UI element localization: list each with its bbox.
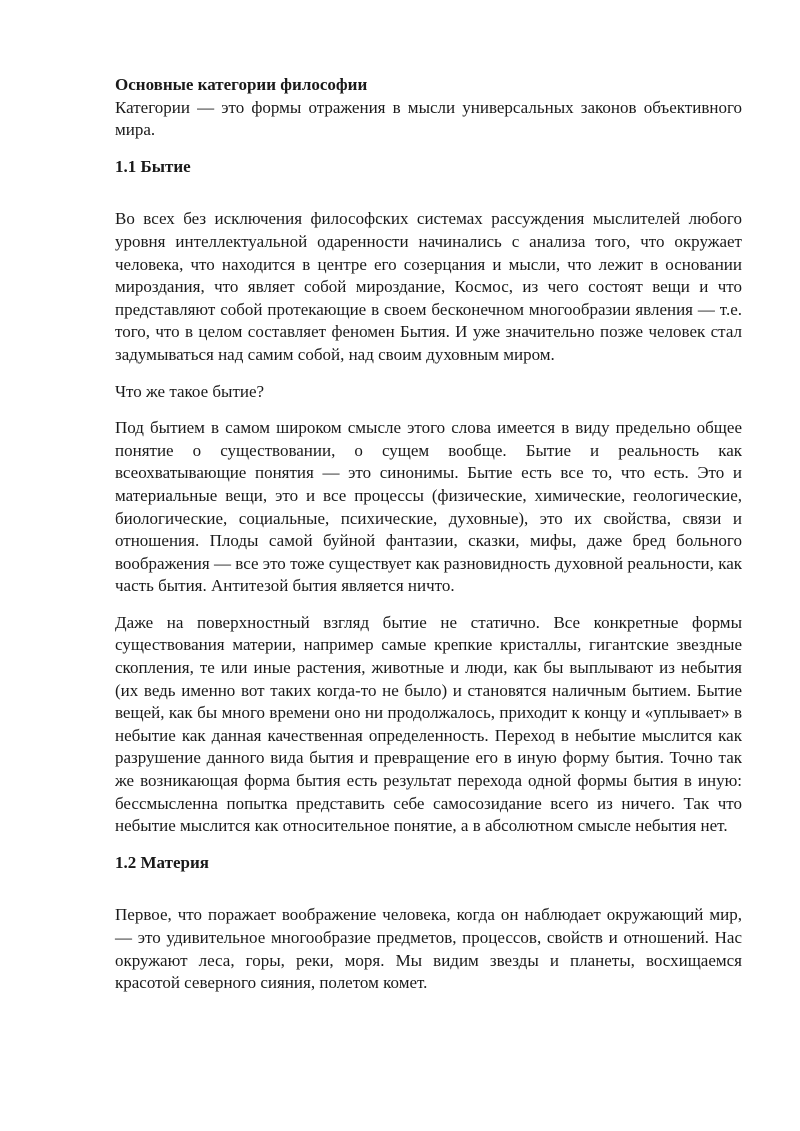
document-page: [115, 74, 742, 1009]
section-heading-being: 1.1 Бытие: [115, 156, 191, 176]
intro-paragraph: Категории — это формы отражения в мысли универсальных законов объективного мира.: [115, 97, 742, 140]
paragraph-question: Что же такое бытие?: [115, 381, 265, 401]
paragraph: Под бытием в самом широком смысле этого слова имеется в виду предельно общее понятие о существовании, о сущем вообще. Бытие и реальность как всеохватывающие понятия — это синонимы. Бытие есть все то, что есть. Это и материальные вещи, это и все процессы (физические, химические, геологические, биологические, социальные, психические, духовные), это их свойства, связи и отношения. Плоды самой буйной фантазии, сказки, мифы, даже бред больного воображения — все это тоже существует как разновидность духовной реальности, как часть бытия. Антитезой бытия является ничто.: [115, 418, 742, 596]
section-heading-matter: 1.2 Материя: [115, 852, 209, 872]
paragraph: Даже на поверхностный взгляд бытие не статично. Все конкретные формы существования материи, например самые крепкие кристаллы, гигантские звездные скопления, те или иные растения, животные и люди, как бы выплывают из небытия (их ведь именно вот таких когда-то не было) и становятся наличным бытием. Бытие вещей, как бы много времени оно ни продолжалось, приходит к концу и «уплывает» в небытие как данная качественная определенность. Переход в небытие мыслится как разрушение данного вида бытия и превращение его в иную форму бытия. Точно так же возникающая форма бытия есть результат перехода одной формы бытия в иную: бессмысленна попытка представить себе самосозидание всего из ничего. Так что небытие мыслится как относительное понятие, а в абсолютном смысле небытия нет.: [115, 612, 742, 836]
paragraph: Первое, что поражает воображение человека, когда он наблюдает окружающий мир, — это удивительное многообразие предметов, процессов, свойств и отношений. Нас окружают леса, горы, реки, моря. Мы видим звезды и планеты, восхищаемся красотой северного сияния, полетом комет.: [115, 905, 742, 993]
paragraph: Во всех без исключения философских системах рассуждения мыслителей любого уровня интеллектуальной одаренности начинались с анализа того, что окружает человека, что находится в центре его созерцания и мысли, что лежит в основании мироздания, что являет собой мироздание, Космос, из чего состоят вещи и что представляют собой протекающие в своем бесконечном многообразии явления — т.е. того, что в целом составляет феномен Бытия. И уже значительно позже человек стал задумываться над самим собой, над своим духовным миром.: [115, 209, 742, 364]
document-title: Основные категории философии: [115, 75, 368, 94]
